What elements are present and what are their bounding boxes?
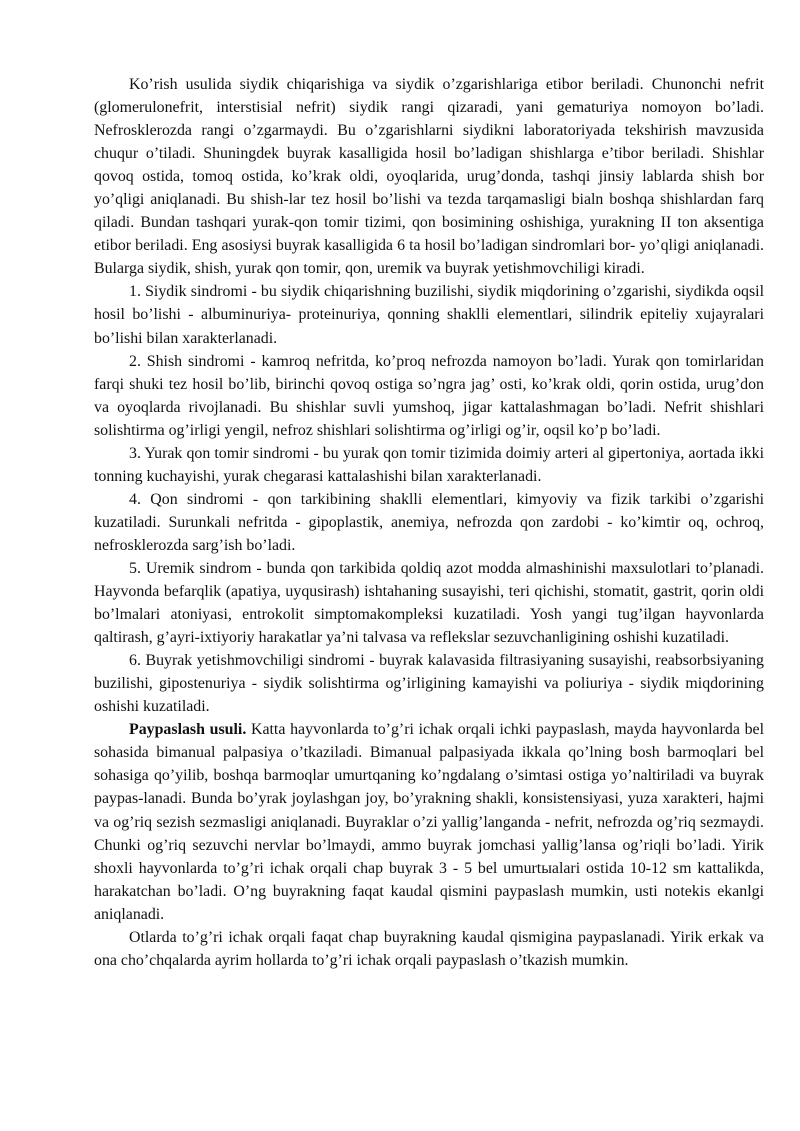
paragraph-palpation (94, 718, 764, 925)
paragraph-urinary-syndrome: 1. Siydik sindromi - bu siydik chiqarishning buzilishi, siydik miqdorining o’zgarishi, siydikda oqsil hosil bo’lishi - albuminuriya- proteinuriya, qonning shaklli elementlari, silindrik epiteliy xujayralari bo’lishi bilan xarakterlanadi. (94, 283, 764, 347)
palpation-text: Katta hayvonlarda to’g’ri ichak orqali ichki paypaslash, mayda hayvonlarda bel sohasida bimanual palpasiya o’tkaziladi. Bimanual palpasiyada ikkala qo’lning bosh barmoqlari bel sohasiga qo’yilib, boshqa barmoqlar umurtqaning ko’ngdalang o’simtasi ostiga yo’naltiriladi va buyrak paypas-lanadi. Bunda bo’yrak joylashgan joy, bo’yrakning shakli, konsistensiyasi, yuza xarakteri, hajmi va og’riq sezish sezmasligi aniqlanadi. Buyraklar o’zi yallig’langanda - nefrit, nefrozda og’riq sezmaydi. Chunki og’riq sezuvchi nervlar bo’lmaydi, ammo buyrak jomchasi yallig’lansa og’riqli bo’ladi. Yirik shoxli hayvonlarda to’g’ri ichak orqali chap buyrak 3 - 5 bel umurtыalari ostida 10-12 sm kattalikda, harakatchan bo’ladi. O’ng buyrakning faqat kaudal qismini paypaslash mumkin, usti notekis ekanlgi aniqlanadi. (94, 721, 764, 923)
paragraph-cardiovascular-syndrome: 3. Yurak qon tomir sindromi - bu yurak qon tomir tizimida doimiy arteri al gipertoniya, aortada ikki tonning kuchayishi, yurak chegarasi kattalashishi bilan xarakterlanadi. (94, 444, 764, 485)
paragraph-blood-syndrome: 4. Qon sindromi - qon tarkibining shaklli elementlari, kimyoviy va fizik tarkibi o’zgarishi kuzatiladi. Surunkali nefritda - gipoplastik, anemiya, nefrozda qon zardobi - ko’kimtir oq, ochroq, nefrosklerozda sarg’ish bo’ladi. (94, 490, 764, 554)
paragraph-horses: Otlarda to’g’ri ichak orqali faqat chap buyrakning kaudal qismigina paypaslanadi. Yirik erkak va ona cho’chqalarda ayrim hollarda to’g’ri ichak orqali paypaslash o’tkazish mumkin. (94, 928, 764, 969)
paragraph-uremic-syndrome: 5. Uremik sindrom - bunda qon tarkibida qoldiq azot modda almashinishi maxsulotlari to’planadi. Hayvonda befarqlik (apatiya, uyqusirash) ishtahaning susayishi, teri qichishi, stomatit, gastrit, qorin oldi bo’lmalari atoniyasi, entrokolit simptomakompleksi kuzatiladi. Yosh yangi tug’ilgan hayvonlarda qaltirash, g’ayri-ixtiyoriy harakatlar ya’ni talvasa va reflekslar sezuvchanligining oshishi kuzatiladi. (94, 559, 764, 647)
paragraph-edema-syndrome: 2. Shish sindromi - kamroq nefritda, ko’proq nefrozda namoyon bo’ladi. Yurak qon tomirlaridan farqi shuki tez hosil bo’lib, birinchi qovoq ostiga so’ngra jag’ osti, ko’krak oldi, qorin ostida, urug’don va oyoqlarda rivojlanadi. Bu shishlar suvli yumshoq, jigar kattalashmagan bo’ladi. Nefrit shishlari solishtirma og’irligi yengil, nefroz shishlari solishtirma og’irligi og’ir, oqsil ko’p bo’ladi. (94, 352, 764, 439)
document-page (94, 73, 764, 972)
paragraph-intro: Ko’rish usulida siydik chiqarishiga va siydik o’zgarishlariga etibor beriladi. Chunonchi nefrit (glomerulonefrit, interstisial nefrit) siydik rangi qizaradi, yani gematuriya nomoyon bo’ladi. Nefrosklerozda rangi o’zgarmaydi. Bu o’zgarishlarni siydikni laboratoriyada tekshirish mavzusida chuqur o’tiladi. Shuningdek buyrak kasalligida hosil bo’ladigan shishlarga e’tibor beriladi. Shishlar qovoq ostida, tomoq ostida, ko’krak oldi, oyoqlarida, urug’donda, tashqi jinsiy lablarda shish bor yo’qligi aniqlanadi. Bu shish-lar tez hosil bo’lishi va tezda tarqamasligi bialn boshqa shishlardan farq qiladi. Bundan tashqari yurak-qon tomir tizimi, qon bosimining oshishiga, yurakning II ton aksentiga etibor beriladi. Eng asosiysi buyrak kasalligida 6 ta hosil bo’ladigan sindromlari bor- yo’qligi aniqlanadi. Bularga siydik, shish, yurak qon tomir, qon, uremik va buyrak yetishmovchiligi kiradi. (94, 76, 764, 278)
palpation-heading: Paypaslash usuli. (129, 721, 247, 739)
paragraph-renal-failure-syndrome: 6. Buyrak yetishmovchiligi sindromi - buyrak kalavasida filtrasiyaning susayishi, reabsorbsiyaning buzilishi, gipostenuriya - siydik solishtirma og’irligining kamayishi va poliuriya - siydik miqdorining oshishi kuzatiladi. (94, 652, 764, 716)
